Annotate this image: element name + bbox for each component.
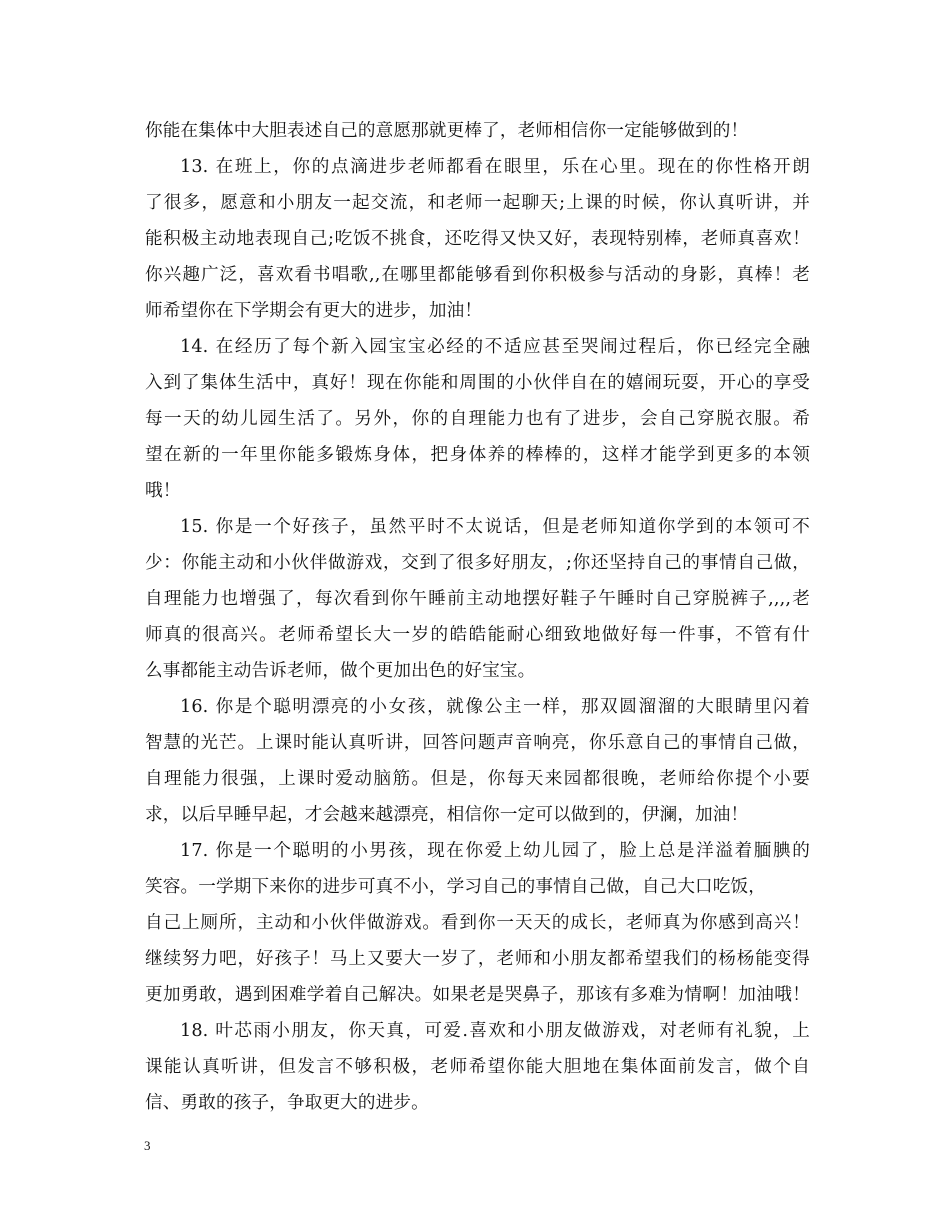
paragraph-13-line: 师希望你在下学期会有更大的进步，加油！ bbox=[145, 301, 483, 321]
paragraph-14-line: 望在新的一年里你能多锻炼身体，把身体养的棒棒的，这样才能学到更多的本领 bbox=[145, 445, 810, 465]
paragraph-14-line: 入到了集体生活中，真好！现在你能和周围的小伙伴自在的嬉闹玩耍，开心的享受 bbox=[145, 373, 810, 393]
paragraph-17-line: 继续努力吧，好孩子！马上又要大一岁了，老师和小朋友都希望我们的杨杨能变得 bbox=[145, 949, 810, 969]
paragraph-15-line: 少：你能主动和小伙伴做游戏，交到了很多好朋友，;你还坚持自己的事情自己做， bbox=[145, 553, 810, 573]
paragraph-16-line: 智慧的光芒。上课时能认真听讲，回答问题声音响亮，你乐意自己的事情自己做， bbox=[145, 733, 810, 753]
paragraph-13-line: 13. 在班上，你的点滴进步老师都看在眼里，乐在心里。现在的你性格开朗 bbox=[180, 157, 810, 177]
paragraph-14-line: 哦！ bbox=[145, 481, 181, 501]
paragraph-13-line: 了很多，愿意和小朋友一起交流，和老师一起聊天;上课的时候，你认真听讲，并 bbox=[145, 193, 810, 213]
paragraph-15-line: 师真的很高兴。老师希望长大一岁的皓皓能耐心细致地做好每一件事，不管有什 bbox=[145, 625, 810, 645]
paragraph-13-line: 你兴趣广泛，喜欢看书唱歌,,在哪里都能够看到你积极参与活动的身影，真棒！老 bbox=[145, 265, 810, 285]
paragraph-17-line: 17. 你是一个聪明的小男孩，现在你爱上幼儿园了，脸上总是洋溢着腼腆的 bbox=[180, 841, 810, 861]
paragraph-14-line: 14. 在经历了每个新入园宝宝必经的不适应甚至哭闹过程后，你已经完全融 bbox=[180, 337, 810, 357]
paragraph-15-line: 自理能力也增强了，每次看到你午睡前主动地摆好鞋子午睡时自己穿脱裤子,,,,老 bbox=[145, 589, 810, 609]
paragraph-17-line: 自己上厕所，主动和小伙伴做游戏。看到你一天天的成长，老师真为你感到高兴！ bbox=[145, 913, 810, 933]
paragraph-18-line: 18. 叶芯雨小朋友，你天真，可爱.喜欢和小朋友做游戏，对老师有礼貌，上 bbox=[180, 1021, 810, 1041]
paragraph-15-line: 15. 你是一个好孩子，虽然平时不太说话，但是老师知道你学到的本领可不 bbox=[180, 517, 810, 537]
paragraph-18-line: 信、勇敢的孩子，争取更大的进步。 bbox=[145, 1093, 429, 1113]
paragraph-13-line: 能积极主动地表现自己;吃饭不挑食，还吃得又快又好，表现特别棒，老师真喜欢！ bbox=[145, 229, 810, 249]
page-number: 3 bbox=[144, 1138, 151, 1153]
text-line: 你能在集体中大胆表述自己的意愿那就更棒了，老师相信你一定能够做到的！ bbox=[145, 121, 749, 141]
paragraph-16-line: 求，以后早睡早起，才会越来越漂亮，相信你一定可以做到的，伊澜，加油！ bbox=[145, 805, 749, 825]
paragraph-15-line: 么事都能主动告诉老师，做个更加出色的好宝宝。 bbox=[145, 661, 536, 681]
paragraph-16-line: 自理能力很强，上课时爱动脑筋。但是，你每天来园都很晚，老师给你提个小要 bbox=[145, 769, 810, 789]
paragraph-17-line: 笑容。一学期下来你的进步可真不小，学习自己的事情自己做，自己大口吃饭， bbox=[145, 877, 767, 897]
paragraph-16-line: 16. 你是个聪明漂亮的小女孩，就像公主一样，那双圆溜溜的大眼睛里闪着 bbox=[180, 697, 810, 717]
paragraph-14-line: 每一天的幼儿园生活了。另外，你的自理能力也有了进步，会自己穿脱衣服。希 bbox=[145, 409, 810, 429]
paragraph-17-line: 更加勇敢，遇到困难学着自己解决。如果老是哭鼻子，那该有多难为情啊！加油哦！ bbox=[145, 985, 810, 1005]
paragraph-18-line: 课能认真听讲，但发言不够积极，老师希望你能大胆地在集体面前发言，做个自 bbox=[145, 1057, 810, 1077]
